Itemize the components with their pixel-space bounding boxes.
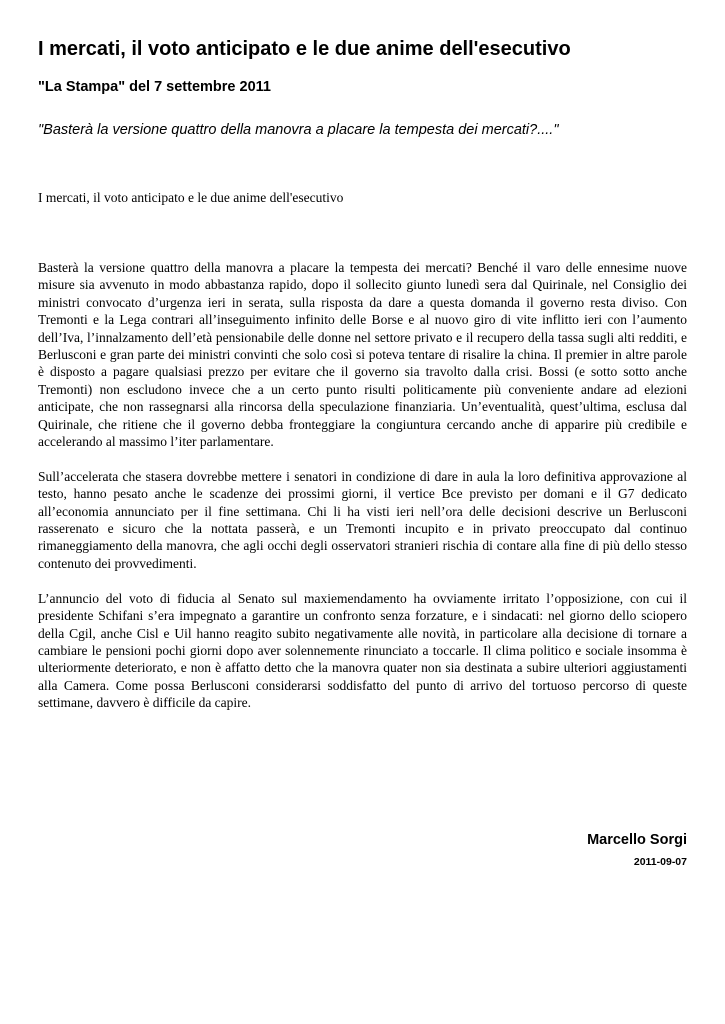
lead-quote: "Basterà la versione quattro della manovra a placare la tempesta dei mercati?...." <box>38 122 559 138</box>
author-name: Marcello Sorgi <box>587 832 687 848</box>
body-paragraph-2: Sull’accelerata che stasera dovrebbe mettere i senatori in condizione di dare in aula la loro definitiva approvazione al testo, hanno pesato anche le scadenze dei prossimi giorni, il vertice Bce previsto per domani e il G7 dedicato all’economia annunciato per il fine settimana. Chi li ha visti ieri nell’ora delle decisioni descrive un Berlusconi rasserenato e sicuro che la nottata passerà, e un Tremonti incupito e in privato preoccupato dal continuo rimaneggiamento della manovra, che agli occhi degli osservatori stranieri rischia di contare alla fine di più dello stesso contenuto dei provvedimenti. <box>38 468 687 571</box>
source-line: "La Stampa" del 7 settembre 2011 <box>38 79 271 95</box>
body-paragraph-1: Basterà la versione quattro della manovra a placare la tempesta dei mercati? Benché il varo delle ennesime nuove misure sia avvenuto in modo abbastanza rapido, dopo il sollecito giunto lunedì sera dal Quirinale, nel Consiglio dei ministri convocato d’urgenza ieri in serata, sulla risposta da dare a questa domanda il governo resta diviso. Con Tremonti e la Lega contrari all’inseguimento infinito delle Borse e al nuovo giro di vite inflitto ieri con l’aumento dell’Iva, l’innalzamento dell’età pensionabile delle donne nel settore privato e il recupero della tassa sugli alti redditi, e Berlusconi e gran parte dei ministri convinti che solo così si poteva tentare di risalire la china. Il premier in altre parole è disposto a pagare qualsiasi prezzo per evitare che il governo sia travolto dalla crisi. Bossi (e sotto sotto anche Tremonti) non escludono invece che a un certo punto risulti politicamente più conveniente andare ad elezioni anticipate, che non rassegnarsi alla rincorsa della speculazione finanziaria. Un’eventualità, quest’ultima, esclusa dal Quirinale, che ritiene che il governo debba fronteggiare la congiuntura cercando anche di apparire più credibile e accelerando al massimo l’iter parlamentare. <box>38 260 687 450</box>
article-subheading: I mercati, il voto anticipato e le due anime dell'esecutivo <box>38 190 344 205</box>
body-paragraph-3: L’annuncio del voto di fiducia al Senato sul maxiemendamento ha ovviamente irritato l’opposizione, con cui il presidente Schifani s’era impegnato a garantire un confronto senza forzature, e i sindacati: nel giorno dello sciopero della Cgil, anche Cisl e Uil hanno reagito subito negativamente alle novità, in particolare alla decisione di tornare a cambiare le pensioni pochi giorni dopo aver solennemente rinunciato a toccarle. Il clima politico e sociale insomma è ulteriormente deteriorato, e non è affatto detto che la manovra quater non sia destinata a subire ulteriori aggiustamenti alla Camera. Come possa Berlusconi considerarsi soddisfatto del punto di arrivo del tortuoso percorso di queste settimane, davvero è difficile da capire. <box>38 590 687 711</box>
article-body <box>38 259 687 729</box>
publication-date: 2011-09-07 <box>633 856 687 868</box>
article-title: I mercati, il voto anticipato e le due anime dell'esecutivo <box>38 38 571 60</box>
